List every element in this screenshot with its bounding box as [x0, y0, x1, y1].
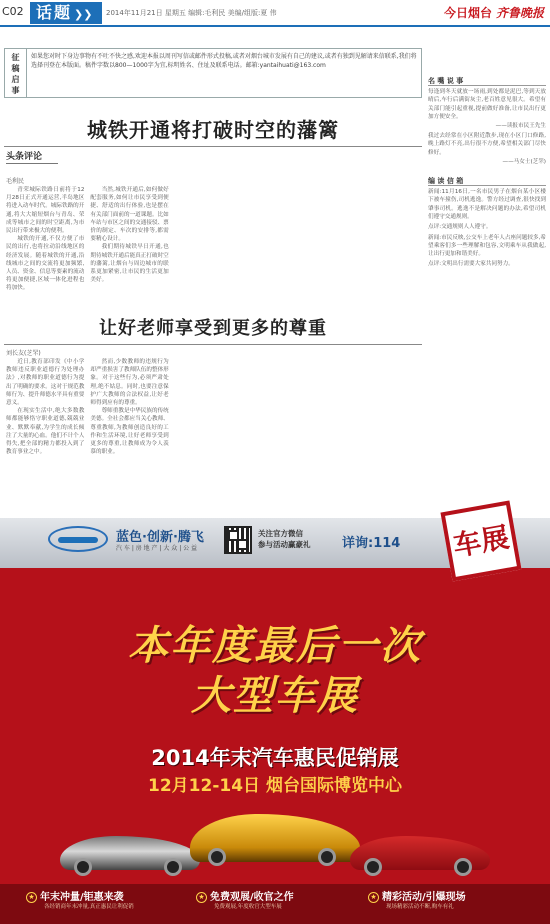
notice-tag-char: 事 — [11, 86, 20, 95]
reader-comment: 每逢到冬天就放一场雨,到处都是泥巴,等到天放晴后,车行后满街灰尘,老百姓意见很大。希望有关部门能引起重视,提前做好准备,让市民出行更加方便安全。 — [428, 89, 546, 120]
reader-signature: ——读报市民王先生 — [495, 123, 546, 130]
wheel-icon — [454, 858, 472, 876]
article-paragraph: 城铁的开通,不仅方便了市民的出行,也将拉动沿线地区的经济发展。随着城铁的开通,沿线城市之间的交流将更加频繁,人员、资金、信息等要素的流动将更加便捷,区域一体化进程也将加快。 — [6, 236, 85, 292]
notice-tag-char: 启 — [11, 75, 20, 84]
star-icon: ★ — [368, 892, 379, 903]
mailbox-heading: 编 读 信 箱 — [428, 176, 546, 186]
mailbox-item: 新闻:11月16日,一名市民男子在烟台某小区楼下被车撞伤,司机逃逸。警方经过调查,很快找到肇事司机。逃逸不是解决问题的办法,希望司机们遵守交通规则。 — [428, 189, 546, 220]
star-icon: ★ — [26, 892, 37, 903]
mailbox-item: 新闻:市民反映,公交车上老年人占座问题较多,希望乘客们多一些理解和包容,文明乘车从我做起,让出行更加和谐美好。 — [428, 234, 546, 258]
right-column-heading: 名 嘴 说 事 — [428, 76, 546, 86]
masthead-rule — [0, 25, 550, 27]
feature-item — [368, 888, 538, 911]
notice-tag-char: 征 — [11, 53, 20, 62]
follow-line: 关注官方微信 — [258, 529, 303, 538]
ad-headline-1: 本年度最后一次 — [128, 623, 422, 669]
newspaper-brand — [444, 4, 544, 21]
article-1-headline: 城铁开通将打破时空的藩篱 — [87, 118, 339, 142]
article-2-headline: 让好老师享受到更多的尊重 — [99, 318, 327, 339]
expo-date-venue: 12月12-14日 烟台国际博览中心 — [148, 776, 402, 796]
right-column — [428, 76, 546, 496]
article-paragraph: 近日,教育部印发《中小学教师违反职业道德行为处理办法》,对教师的职业道德行为提出了明确的要求。这对于规范教师行为、提升师德水平具有重要意义。 — [6, 359, 85, 407]
brand-today-yantai: 今日烟台 — [443, 6, 492, 20]
ad-follow-text — [258, 528, 311, 550]
ad-feature-strip — [0, 884, 550, 924]
follow-line: 参与活动赢豪礼 — [258, 540, 311, 549]
notice-tag — [5, 49, 27, 97]
feature-sub: 现场精彩活动不断,购车有礼 — [386, 904, 454, 910]
wheel-icon — [74, 858, 92, 876]
ad-hotline: 详询:114 — [342, 536, 401, 551]
expo-title: 2014年末汽车惠民促销展 — [151, 746, 399, 770]
wheel-icon — [318, 848, 336, 866]
brand-qilu: 齐鲁晚报 — [495, 6, 544, 20]
car-logo-icon — [48, 526, 108, 552]
page-number: C02 — [2, 5, 24, 18]
article-1-body — [6, 186, 422, 304]
reader-signature: ——马女士(芝罘) — [502, 159, 546, 166]
wheel-icon — [208, 848, 226, 866]
ad-slogan-sub: 汽 车 | 房 地 产 | 大 众 | 公 益 — [116, 545, 198, 552]
notice-tag-char: 稿 — [11, 64, 20, 73]
article-paragraph: 青荣城际铁路日前将于12月28日正式开通运营,半岛地区将进入动车时代。城际铁路的开通,将大大缩短烟台与青岛、荣成等城市之间的时空距离,为市民出行带来极大的便利。 — [6, 187, 85, 235]
feature-title: 免费观展/收官之作 — [210, 892, 294, 903]
mailbox-review: 点评:交通规则人人遵守。 — [428, 224, 492, 231]
ad-headline-2: 大型车展 — [191, 673, 359, 719]
car-show-advertisement — [0, 496, 550, 924]
sports-cars-image — [60, 796, 490, 886]
section-label: 话题 — [36, 3, 73, 22]
star-icon: ★ — [196, 892, 207, 903]
silver-car-icon — [60, 836, 200, 870]
feature-title: 精彩活动/引爆现场 — [382, 892, 466, 903]
car-show-stamp — [440, 500, 521, 581]
article-paragraph: 然而,少数教师的违规行为却严重损害了教师队伍的整体形象。对于这些行为,必须严肃处理,绝不姑息。同时,也要注意保护广大教师的合法权益,让好老师得到应有的尊重。 — [90, 359, 169, 407]
article-paragraph: 当然,城铁开通后,如何做好配套服务,如何让市民享受到便捷、舒适的出行体验,也是摆在有关部门面前的一道课题。比如车站与市区之间的交通接驳、票价的制定、车次的安排等,都需要精心设计。 — [90, 187, 169, 243]
article-2-body — [6, 358, 422, 468]
feature-sub: 免费观展,年度收官大型车展 — [214, 904, 282, 910]
reader-comment: 我过去经常在小区附近散步,现在小区门口修路,晚上路灯不亮,出行很不方便,希望相关部门尽快修好。 — [428, 133, 546, 156]
call-for-submissions — [4, 48, 422, 98]
ad-slogan: 蓝色·创新·腾飞 — [116, 530, 204, 545]
feature-item — [26, 888, 196, 911]
divider — [4, 146, 422, 147]
article-paragraph: 我们期待城铁早日开通,也期待城铁开通后能真正打破时空的藩篱,让烟台与周边城市的联系更加紧密,让市民的生活更加美好。 — [90, 244, 169, 284]
feature-sub: 各经销商年末冲量,真正惠民让利促销 — [44, 904, 134, 910]
column-tag: 头条评论 — [6, 150, 58, 164]
gold-car-icon — [190, 814, 360, 862]
wheel-icon — [164, 858, 182, 876]
issue-meta: 2014年11月21日 星期五 编辑:毛利民 美编/组版:夏 伟 — [106, 9, 277, 17]
chevron-right-icon: ❯❯ — [74, 8, 93, 21]
article-1-author: 毛利民 — [6, 178, 25, 185]
feature-item — [196, 888, 366, 911]
section-title — [30, 2, 102, 24]
article-paragraph: 尊师重教是中华民族的传统美德。全社会都应当关心教师、尊重教师,为教师创造良好的工作和生活环境,让好老师享受到更多的尊重,让教师成为令人羡慕的职业。 — [90, 408, 169, 456]
feature-title: 年末冲量/钜惠来袭 — [40, 892, 124, 903]
red-car-icon — [350, 836, 490, 870]
qr-code-icon — [224, 526, 252, 554]
notice-text: 如果您对时下身边事物有不吐不快之感,欢迎本报以周刊写信或邮件形式投稿,或者对烟台城市发展有自己的建议,或者有独到见解请来信联系,我们将选择刊登在本版面。稿件字数以800—1000字为宜,标明姓名、住址及联系电话。邮箱:yantaihuati@163.com — [31, 53, 417, 69]
article-paragraph: 在现实生活中,绝大多数教师都能够恪守职业道德,兢兢业业、默默奉献,为学生的成长倾注了大量的心血。他们不计个人得失,把全部的精力都投入到了教育事业之中。 — [6, 408, 85, 456]
article-2-author: 刘长友(芝罘) — [6, 350, 41, 357]
mailbox-review: 点评:文明出行需要大家共同努力。 — [428, 261, 514, 268]
masthead — [0, 0, 550, 26]
wheel-icon — [364, 858, 382, 876]
stamp-text: 车展 — [450, 520, 512, 563]
divider — [4, 344, 422, 345]
